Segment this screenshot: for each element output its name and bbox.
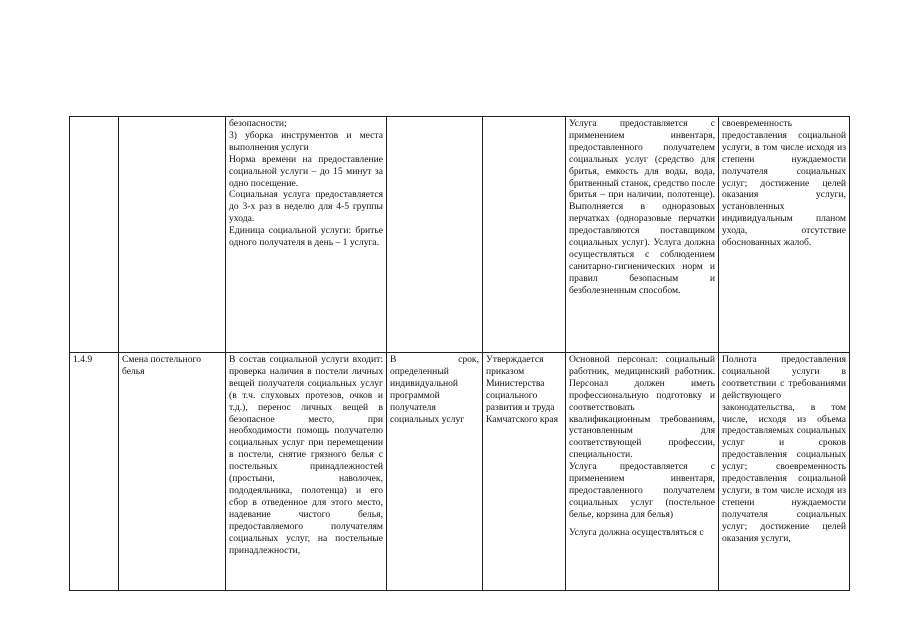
cell-content: [226, 117, 387, 353]
cell-quality: [719, 117, 850, 353]
cell-conditions: [566, 117, 719, 353]
service-tariff: Утверждается приказом Министерства социального развития и труда Камчатского края: [486, 354, 558, 425]
cell-content: [226, 353, 387, 591]
content-paragraph: безопасности;: [229, 118, 287, 129]
cell-number: [70, 117, 119, 353]
cell-quality: [719, 353, 850, 591]
content-paragraph: Единица социальной услуги: бритье одного получателя в день – 1 услуга.: [229, 225, 383, 249]
cell-tariff: [483, 117, 566, 353]
table-row: [70, 117, 850, 353]
service-number: 1.4.9: [73, 354, 93, 365]
cell-service-name: [119, 117, 226, 353]
service-name: Смена постельного белья: [122, 354, 201, 377]
content-paragraph: В состав социальной услуги входит: проверка наличия в постели личных вещей получателя социальных услуг (в т.ч. слуховых протезов, очков и т.д.), перенос личных вещей в безопасное место, при необходимости помощь получателю социальных услуг при перемещении в постели, снятие грязного белья с постельных принадлежностей (простыни, наволочек, пододеяльника, полотенца) и его сбор в отведенное для этого место, надевание чистого белья, предоставляемого получателям социальных услуг, на постельные принадлежности,: [229, 354, 383, 556]
conditions-paragraph: Услуга предоставляется с применением инвентаря, предоставленного получателем социальных услуг (постельное белье, корзина для белья): [569, 461, 715, 520]
content-paragraph: Норма времени на предоставление социальной услуги – до 15 минут за одно посещение.: [229, 153, 383, 189]
cell-service-name: [119, 353, 226, 591]
conditions-paragraph: Услуга должна осуществляться с: [569, 526, 704, 538]
cell-tariff: [483, 353, 566, 591]
cell-conditions: [566, 353, 719, 591]
service-term: В срок, определенный индивидуальной программой получателя социальных услуг: [390, 354, 479, 425]
services-table: [69, 116, 850, 591]
content-paragraph: Социальная услуга предоставляется до 3-х раз в неделю для 4-5 группы ухода.: [229, 189, 383, 225]
quality-paragraph: Полнота предоставления социальной услуги в соответствии с требованиями действующего законодательства, в том числе, исходя из объема предоставляемых социальных услуг и сроков предоставления социальных услуг; своевременность предоставления социальной услуги, в том числе исходя из степени нуждаемости получателя социальных услуг; достижение целей оказания услуги,: [722, 354, 846, 544]
conditions-paragraph: Основной персонал: социальный работник, медицинский работник. Персонал должен иметь профессиональную подготовку и соответствовать квалификационным требованиям, установленным для соответствующей профессии, специальности.: [569, 354, 715, 461]
conditions-paragraph: Услуга предоставляется с применением инвентаря, предоставленного получателем социальных услуг (средство для бритья, емкость для воды, вода, бритвенный станок, средство после бритья – при наличии, полотенце). Выполняется в одноразовых перчатках (одноразовые перчатки предоставляются поставщиком социальных услуг). Услуга должна осуществляться с соблюдением санитарно-гигиенических норм и правил безопасным и безболезненным способом.: [569, 118, 715, 296]
quality-paragraph: своевременность предоставления социальной услуги, в том числе исходя из степени нуждаемости получателя социальных услуг; достижение целей оказания услуги, установленных индивидуальным планом ухода, отсутствие обоснованных жалоб.: [722, 118, 846, 249]
table-row: [70, 353, 850, 591]
content-paragraph: 3) уборка инструментов и места выполнения услуги: [229, 129, 383, 153]
cell-number: [70, 353, 119, 591]
cell-term: [387, 353, 483, 591]
cell-term: [387, 117, 483, 353]
